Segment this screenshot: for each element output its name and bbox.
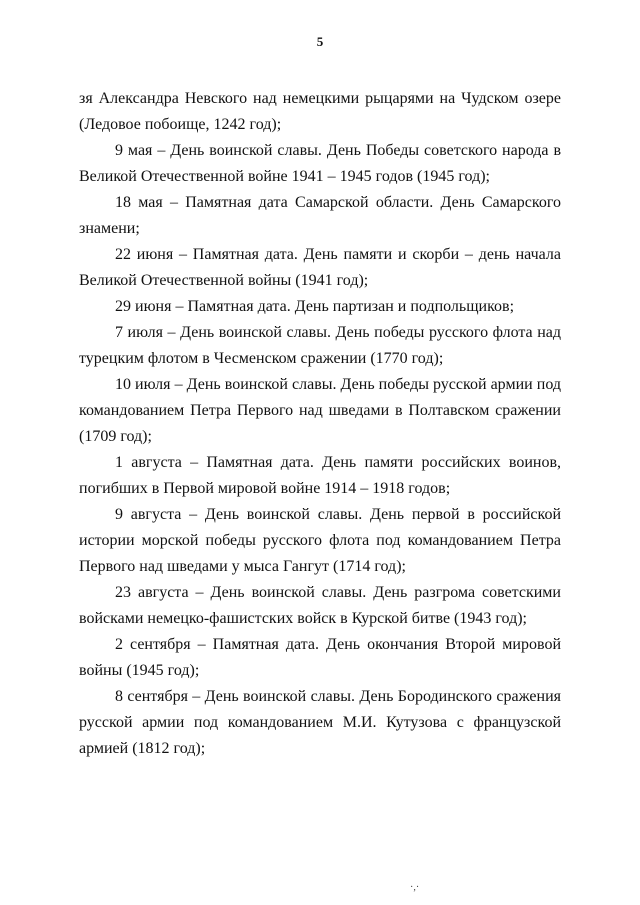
paragraph-june-22: 22 июня – Памятная дата. День памяти и скорби – день начала Великой Отечественной войны (1941 год); xyxy=(79,246,561,289)
paragraph-july-7: 7 июля – День воинской славы. День победы русского флота над турецким флотом в Чесменском сражении (1770 год); xyxy=(79,324,561,367)
paragraph-august-1: 1 августа – Памятная дата. День памяти российских воинов, погибших в Первой мировой войне 1914 – 1918 годов; xyxy=(79,454,561,497)
paragraph-may-9: 9 мая – День воинской славы. День Победы советского народа в Великой Отечественной войне 1941 – 1945 годов (1945 год); xyxy=(79,142,561,185)
paragraph-september-2: 2 сентября – Памятная дата. День окончания Второй мировой войны (1945 год); xyxy=(79,636,561,679)
footer-mark: ·,· xyxy=(410,882,420,893)
paragraph-september-8: 8 сентября – День воинской славы. День Бородинского сражения русской армии под командованием М.И. Кутузова с французской армией (1812 год); xyxy=(79,688,561,757)
paragraph-august-9: 9 августа – День воинской славы. День первой в российской истории морской победы русского флота под командованием Петра Первого над шведами у мыса Гангут (1714 год); xyxy=(79,506,561,575)
paragraph-july-10: 10 июля – День воинской славы. День победы русской армии под командованием Петра Первого над шведами в Полтавском сражении (1709 год); xyxy=(79,376,561,445)
paragraph-august-23: 23 августа – День воинской славы. День разгрома советскими войсками немецко-фашистских войск в Курской битве (1943 год); xyxy=(79,584,561,627)
paragraph-june-29: 29 июня – Памятная дата. День партизан и подпольщиков; xyxy=(115,298,515,315)
paragraph-continuation: зя Александра Невского над немецкими рыцарями на Чудском озере (Ледовое побоище, 1242 год); xyxy=(79,90,561,133)
paragraph-may-18: 18 мая – Памятная дата Самарской области. День Самарского знамени; xyxy=(79,194,561,237)
page-number: 5 xyxy=(316,34,324,49)
document-body xyxy=(79,86,561,762)
